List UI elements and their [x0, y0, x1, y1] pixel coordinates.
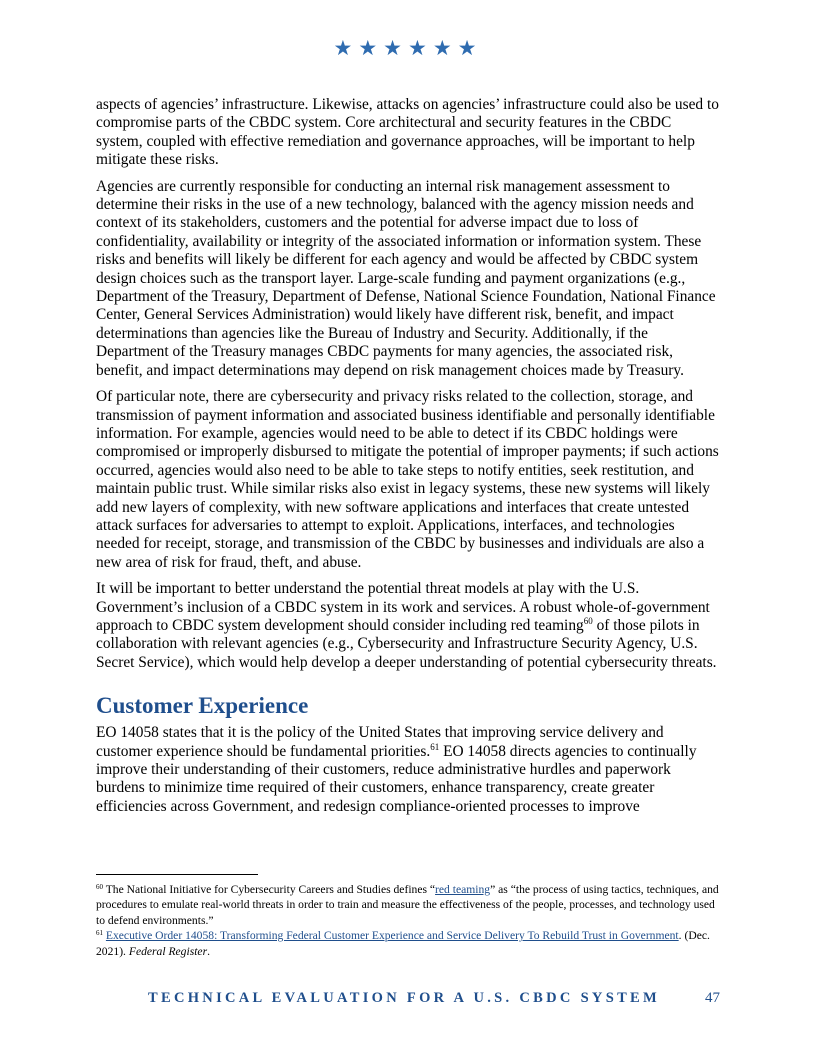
footnote-61	[96, 928, 720, 959]
footnote-61-text-b: . (Dec. 2021).	[96, 929, 710, 958]
footnotes	[96, 882, 720, 959]
paragraph-1: aspects of agencies’ infrastructure. Likewise, attacks on agencies’ infrastructure could also be used to compromise parts of the CBDC system. Core architectural and security features in the CBDC system, coupled with effective remediation and governance approaches, will be important to help mitigate these risks.	[96, 96, 719, 169]
main-content	[96, 96, 720, 824]
footnote-60-text-b: ” as “the process of using tactics, techniques, and procedures to emulate real-world threats in order to train and measure the effectiveness of the people, processes, and technology used to defend environments.”	[96, 883, 719, 927]
footnote-61-number: 61	[96, 929, 103, 938]
paragraph-4	[96, 580, 720, 672]
paragraph-4-text-a: It will be important to better understand the potential threat models at play with the U.S. Government’s inclusion of a CBDC system in its work and services. A robust whole-of-government approach to CBDC system development should consider including red teaming	[96, 580, 710, 634]
footnote-divider	[96, 874, 258, 875]
footnote-60-number: 60	[96, 883, 103, 891]
page-number: 47	[705, 990, 720, 1006]
section-heading: Customer Experience	[96, 693, 309, 719]
footnote-ref-60[interactable]: 60	[583, 615, 593, 626]
paragraph-4-text-b: of those pilots in collaboration with relevant agencies (e.g., Cybersecurity and Infrastructure Security Agency, U.S. Secret Service), which would help develop a deeper understanding of potential cybersecurity threats.	[96, 616, 717, 671]
footnote-61-text-d: .	[207, 944, 211, 958]
paragraph-5-text-a: EO 14058 states that it is the policy of the United States that improving service delivery and customer experience should be fundamental priorities.	[96, 724, 664, 760]
footnote-60	[96, 882, 720, 928]
executive-order-link[interactable]: Executive Order 14058: Transforming Federal Customer Experience and Service Delivery To Rebuild Trust in Government	[105, 929, 679, 943]
star-icons: ★★★★★★	[333, 36, 483, 60]
paragraph-5	[96, 724, 720, 816]
header-stars	[0, 36, 816, 60]
footer-title: TECHNICAL EVALUATION FOR A U.S. CBDC SYSTEM	[148, 990, 660, 1006]
paragraph-3: Of particular note, there are cybersecurity and privacy risks related to the collection, storage, and transmission of payment information and associated business identifiable and personally identifiable information. For example, agencies would need to be able to detect if its CBDC holdings were compromised or improperly disbursed to mitigate the potential of improper payments; if such actions occurred, agencies would also need to be able to take steps to notify entities, seek restitution, and maintain public trust. While similar risks also exist in legacy systems, these new systems will likely add new layers of complexity, with new software applications and interfaces that create untested attack surfaces for adversaries to attempt to exploit. Applications, interfaces, and technologies needed for receipt, storage, and transmission of the CBDC by businesses and individuals are also a new area of risk for fraud, theft, and abuse.	[96, 388, 719, 571]
red-teaming-link[interactable]: red teaming	[435, 883, 491, 896]
paragraph-5-text-b: EO 14058 directs agencies to continually improve their understanding of their customers, reduce administrative hurdles and paperwork burdens to minimize time required of their customers, enhance transparency, create greater efficiencies across Government, and redesign compliance-oriented processes to improve	[96, 742, 697, 815]
paragraph-2: Agencies are currently responsible for conducting an internal risk management assessment to determine their risks in the use of a new technology, balanced with the agency mission needs and context of its stakeholders, customers and the potential for adverse impact due to loss of confidentiality, availability or integrity of the associated information or information system. These risks and benefits will likely be different for each agency and would be affected by CBDC system design choices such as the transport layer. Large-scale funding and payment organizations (e.g., Department of the Treasury, Department of Defense, National Science Foundation, National Finance Center, General Services Administration) would likely have different risk, benefit, and impact determinations than agencies like the Bureau of Industry and Security. Additionally, if the Department of the Treasury manages CBDC payments for many agencies, the associated risk, benefit, and impact determinations may depend on risk management choices made by Treasury.	[96, 177, 716, 379]
footnote-ref-61[interactable]: 61	[430, 741, 440, 752]
footnote-60-text-a: The National Initiative for Cybersecurity Careers and Studies defines “	[103, 883, 436, 896]
footnote-61-publication: Federal Register	[128, 944, 208, 958]
